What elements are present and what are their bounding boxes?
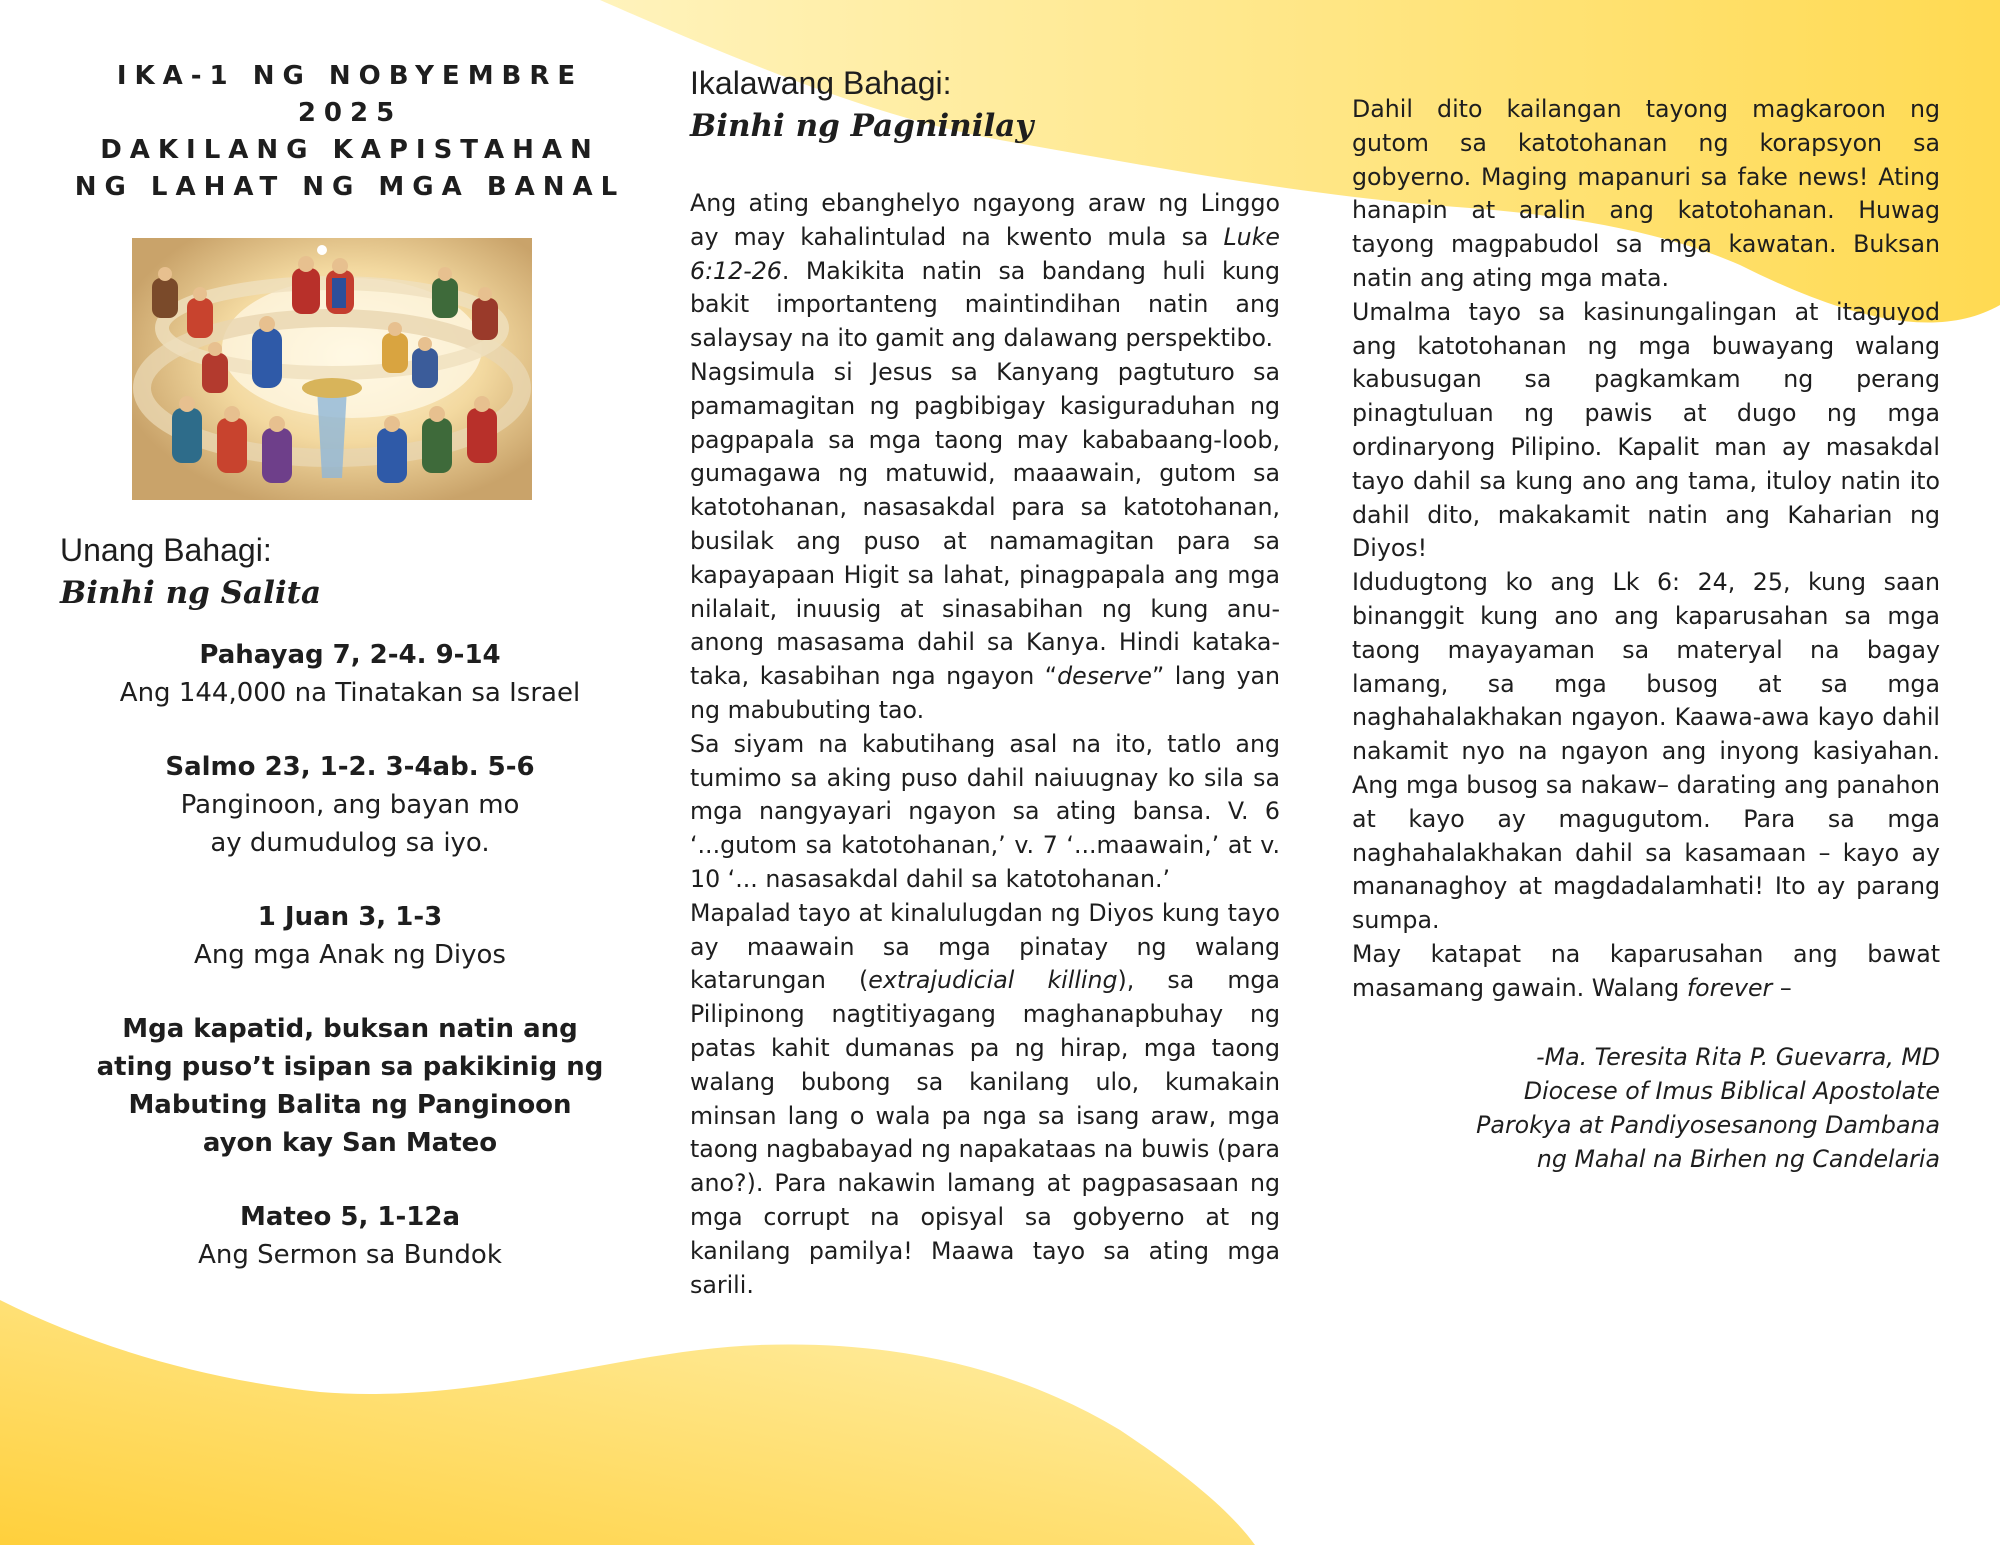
text-run-italic: Luke 6:12-26 bbox=[690, 222, 1280, 285]
column-continuation bbox=[1352, 93, 1940, 1176]
all-saints-painting bbox=[132, 238, 532, 500]
text-run-italic: deserve bbox=[1057, 662, 1152, 691]
bottom-wave bbox=[0, 1300, 1255, 1545]
reflection-body bbox=[690, 187, 1280, 1302]
signature-line: Diocese of Imus Biblical Apostolate bbox=[1523, 1076, 1940, 1105]
reading-ref: Pahayag 7, 2-4. 9-14 bbox=[199, 640, 501, 670]
paragraph: Idudugtong ko ang Lk 6: 24, 25, kung saan binanggit kung ano ang kaparusahan sa mga taong mayayaman sa materyal na bagay lamang, sa mga busog at sa mga naghahalakhakan ngayon. Kaawa-awa kayo dahil nakamit nyo na ngayon ang inyong kasiyahan. Ang mga busog sa nakaw– darating ang panahon at kayo ay magugutom. Para sa mga naghahalakhakan dahil sa kasamaan – kayo ay mananaghoy at magdadalamhati! Ito ay parang sumpa. bbox=[1352, 568, 1940, 935]
part1-label: Unang Bahagi: bbox=[60, 532, 272, 568]
title-line: 2025 bbox=[297, 98, 403, 128]
reading-second bbox=[60, 898, 640, 974]
date-title bbox=[60, 58, 640, 206]
exhortation-line: ating puso’t isipan sa pakikinig ng bbox=[96, 1052, 604, 1082]
exhortation-line: Mga kapatid, buksan natin ang bbox=[122, 1014, 578, 1044]
column-reflection bbox=[690, 63, 1280, 1302]
reading-ref: Mateo 5, 1-12a bbox=[239, 1202, 461, 1232]
exhortation-line: ayon kay San Mateo bbox=[202, 1128, 498, 1158]
part1-heading bbox=[60, 530, 640, 614]
column-readings bbox=[60, 58, 640, 1310]
reading-first bbox=[60, 636, 640, 712]
reading-desc: Ang 144,000 na Tinatakan sa Israel bbox=[119, 678, 581, 708]
readings-list bbox=[60, 636, 640, 1274]
signature-line: ng Mahal na Birhen ng Candelaria bbox=[1536, 1144, 1940, 1173]
exhortation bbox=[60, 1010, 640, 1162]
reading-ref: Salmo 23, 1-2. 3-4ab. 5-6 bbox=[165, 752, 535, 782]
text-run-italic: forever bbox=[1686, 973, 1773, 1002]
paragraph: Dahil dito kailangan tayong magkaroon ng gutom sa katotohanan ng korapsyon sa gobyerno. Maging mapanuri sa fake news! Ating hanapin at aralin ang katotohanan. Huwag tayong magpabudol sa mga kawatan. Buksan natin ang ating mga mata. bbox=[1352, 95, 1940, 292]
reading-desc: ay dumudulog sa iyo. bbox=[210, 828, 490, 858]
text-run: Nagsimula si Jesus sa Kanyang pagtuturo sa pamamagitan ng pagbibigay kasiguraduhan ng pagpapala sa mga taong may kababaang-loob, gumagawa ng matuwid, maaawain, gutom sa katotohanan, nasasakdal para sa katotohanan, busilak ang puso at namamagitan para sa kapayapaan Higit sa lahat, pinagpapala ang mga nilalait, inuusig at sinasabihan ng kung anu-anong masasama dahil sa Kanya. Hindi kataka-taka, kasabihan nga ngayon “ bbox=[690, 357, 1280, 691]
reading-ref: 1 Juan 3, 1-3 bbox=[257, 902, 443, 932]
text-run: ), sa mga Pilipinong nagtitiyagang maghanapbuhay ng patas kahit dumanas pa ng hirap, mga taong walang bubong sa kanilang ulo, kumakain minsan lang o wala pa nga sa isang araw, mga taong nagbabayad ng napakataas na buwis (para ano?). Para nakawin lamang at pagpasasaan ng mga corrupt na opisyal sa gobyerno at ng kanilang pamilya! Maawa tayo sa ating mga sarili. bbox=[690, 966, 1280, 1299]
reading-desc: Panginoon, ang bayan mo bbox=[180, 790, 520, 820]
text-run-italic: extrajudicial killing bbox=[868, 966, 1118, 995]
exhortation-line: Mabuting Balita ng Panginoon bbox=[128, 1090, 572, 1120]
paragraph bbox=[690, 356, 1280, 728]
text-run: ” lang yan ng mabubuting tao. bbox=[690, 662, 1280, 724]
title-line: IKA-1 NG NOBYEMBRE bbox=[116, 61, 584, 91]
continuation-body bbox=[1352, 93, 1940, 1006]
signature-line: Parokya at Pandiyosesanong Dambana bbox=[1476, 1110, 1940, 1139]
text-run: . Makikita natin sa bandang huli kung bakit importanteng maintindihan natin ang salaysay na ito gamit ang dalawang perspektibo. bbox=[690, 256, 1280, 353]
title-line: NG LAHAT NG MGA BANAL bbox=[74, 172, 626, 202]
part2-label: Ikalawang Bahagi: bbox=[690, 65, 952, 101]
paragraph bbox=[1352, 938, 1940, 1006]
reading-psalm bbox=[60, 748, 640, 862]
part2-title: Binhi ng Pagninilay bbox=[690, 108, 1034, 144]
text-run: – bbox=[1772, 973, 1792, 1002]
reading-desc: Ang mga Anak ng Diyos bbox=[194, 940, 506, 970]
text-run: May katapat na kaparusahan ang bawat masamang gawain. Walang bbox=[1352, 939, 1940, 1002]
title-line: DAKILANG KAPISTAHAN bbox=[100, 135, 600, 165]
paragraph: Umalma tayo sa kasinungalingan at itaguyod ang katotohanan ng mga buwayang walang kabusugan sa pagkamkam ng perang pinagtuluan ng pawis at dugo ng mga ordinaryong Pilipino. Kapalit man ay masakdal tayo dahil sa kung ano ang tama, ituloy natin ito dahil dito, makakamit natin ang Kaharian ng Diyos! bbox=[1352, 297, 1940, 563]
paragraph: Sa siyam na kabutihang asal na ito, tatlo ang tumimo sa aking puso dahil naiuugnay ko sila sa mga nangyayari ngayon sa ating bansa. V. 6 ‘...gutom sa katotohanan,’ v. 7 ‘...maawain,’ at v. 10 ‘... nasasakdal dahil sa katotohanan.’ bbox=[690, 729, 1280, 893]
reading-gospel bbox=[60, 1198, 640, 1274]
text-run: Mapalad tayo at kinalulugdan ng Diyos kung tayo ay maawain sa mga pinatay ng walang katarungan ( bbox=[690, 898, 1280, 995]
text-run: Ang ating ebanghelyo ngayong araw ng Linggo ay may kahalintulad na kwento mula sa bbox=[690, 189, 1280, 251]
reading-desc: Ang Sermon sa Bundok bbox=[198, 1240, 502, 1270]
signature-line: -Ma. Teresita Rita P. Guevarra, MD bbox=[1536, 1042, 1940, 1071]
part1-title: Binhi ng Salita bbox=[60, 575, 322, 611]
paragraph bbox=[690, 897, 1280, 1303]
paragraph bbox=[690, 187, 1280, 356]
signature bbox=[1352, 1040, 1940, 1176]
part2-heading bbox=[690, 63, 1280, 147]
